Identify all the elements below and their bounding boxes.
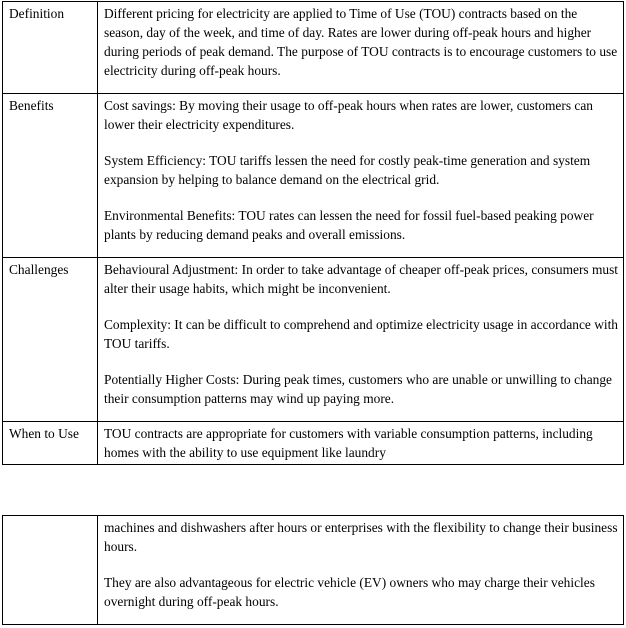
row-label-continuation xyxy=(3,516,98,625)
row-label-benefits: Benefits xyxy=(3,94,98,258)
row-content-definition xyxy=(98,2,624,94)
row-content-challenges xyxy=(98,258,624,422)
continuation-paragraph: machines and dishwashers after hours or enterprises with the flexibility to change their business hours. xyxy=(104,520,618,554)
definition-paragraph: Different pricing for electricity are applied to Time of Use (TOU) contracts based on the season, day of the week, and time of day. Rates are lower during off-peak hours and higher during periods of peak demand. The purpose of TOU contracts is to encourage customers to use electricity during off-peak hours. xyxy=(104,6,618,78)
table-row-definition xyxy=(3,2,624,94)
row-label-when-to-use: When to Use xyxy=(3,422,98,465)
when-to-use-paragraph: TOU contracts are appropriate for customers with variable consumption patterns, including homes with the ability to use equipment like laundry xyxy=(104,426,593,460)
table-row-when-to-use xyxy=(3,422,624,465)
ev-owners-paragraph: They are also advantageous for electric vehicle (EV) owners who may charge their vehicles overnight during off-peak hours. xyxy=(104,575,595,609)
table-row-benefits xyxy=(3,94,624,258)
challenge-behavioural-adjustment: Behavioural Adjustment: In order to take advantage of cheaper off-peak prices, consumers must alter their usage habits, which might be inconvenient. xyxy=(104,262,619,296)
row-label-definition: Definition xyxy=(3,2,98,94)
row-content-benefits xyxy=(98,94,624,258)
table-row-continuation xyxy=(3,516,624,625)
table-row-challenges xyxy=(3,258,624,422)
row-content-continuation xyxy=(98,516,624,625)
tou-contract-table-continuation xyxy=(2,515,624,625)
benefit-environmental: Environmental Benefits: TOU rates can lessen the need for fossil fuel-based peaking power plants by reducing demand peaks and overall emissions. xyxy=(104,208,594,242)
row-label-challenges: Challenges xyxy=(3,258,98,422)
challenge-higher-costs: Potentially Higher Costs: During peak times, customers who are unable or unwilling to change their consumption patterns may wind up paying more. xyxy=(104,372,613,406)
benefit-cost-savings: Cost savings: By moving their usage to off-peak hours when rates are lower, customers can lower their electricity expenditures. xyxy=(104,98,593,132)
challenge-complexity: Complexity: It can be difficult to comprehend and optimize electricity usage in accordance with TOU tariffs. xyxy=(104,317,618,351)
benefit-system-efficiency: System Efficiency: TOU tariffs lessen the need for costly peak-time generation and system expansion by helping to balance demand on the electrical grid. xyxy=(104,153,591,187)
row-content-when-to-use xyxy=(98,422,624,465)
tou-contract-table xyxy=(2,1,624,465)
